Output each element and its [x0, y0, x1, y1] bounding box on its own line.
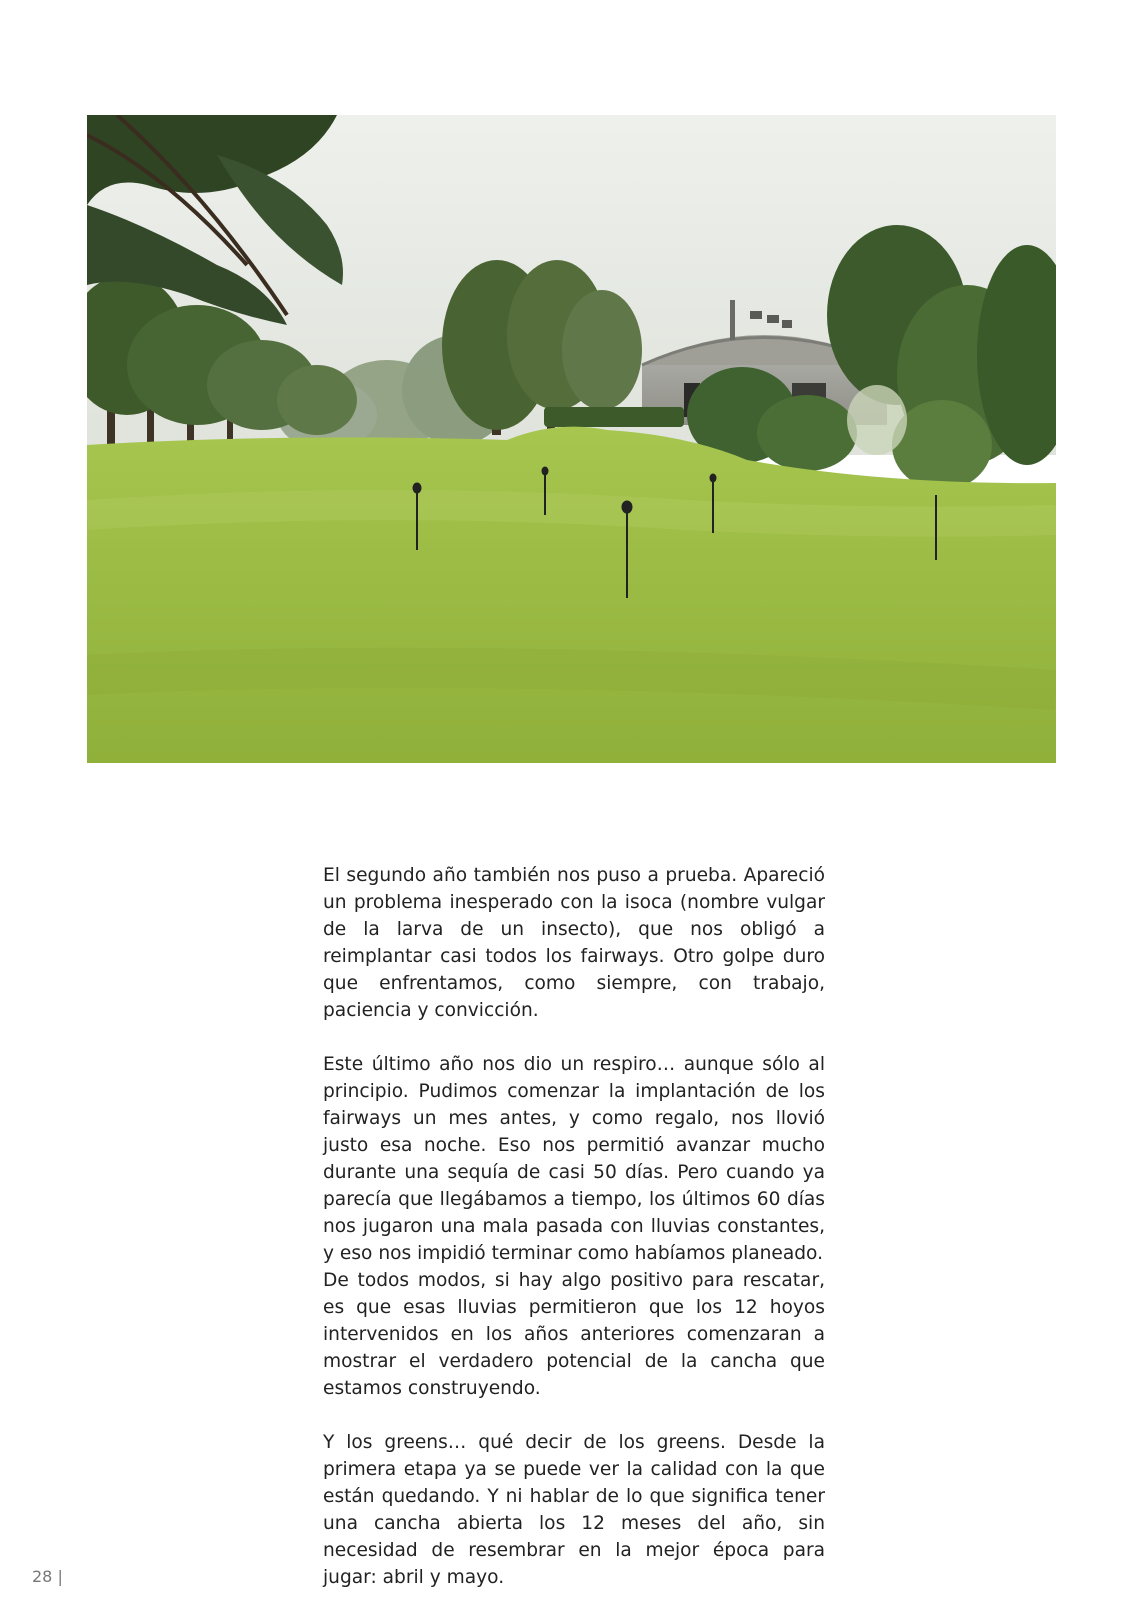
paragraph: El segundo año también nos puso a prueba. Apareció un problema inesperado con la isoca (nombre vulgar de la larva de un insecto), que nos obligó a reimplantar casi todos los fairways. Otro golpe duro que enfrentamos, como siempre, con trabajo, paciencia y convicción. [323, 865, 825, 1021]
paragraph: Este último año nos dio un respiro… aunque sólo al principio. Pudimos comenzar la implantación de los fairways un mes antes, y como regalo, nos llovió justo esa noche. Eso nos permitió avanzar mucho durante una sequía de casi 50 días. Pero cuando ya parecía que llegábamos a tiempo, los últimos 60 días nos jugaron una mala pasada con lluvias constantes, y eso nos impidió terminar como habíamos planeado. [323, 1054, 825, 1264]
article-text [323, 862, 825, 1591]
page-number: 28 | [32, 1567, 63, 1586]
paragraph: De todos modos, si hay algo positivo para rescatar, es que esas lluvias permitieron que los 12 hoyos intervenidos en los años anteriores comenzaran a mostrar el verdadero potencial de la cancha que estamos construyendo. [323, 1270, 825, 1399]
photo-illustration [87, 115, 1056, 763]
paragraph: Y los greens… qué decir de los greens. Desde la primera etapa ya se puede ver la calidad con la que están quedando. Y ni hablar de lo que significa tener una cancha abierta los 12 meses del año, sin necesidad de resembrar en la mejor época para jugar: abril y mayo. [323, 1432, 825, 1588]
golf-course-photo [87, 115, 1056, 763]
hedge [544, 407, 684, 427]
